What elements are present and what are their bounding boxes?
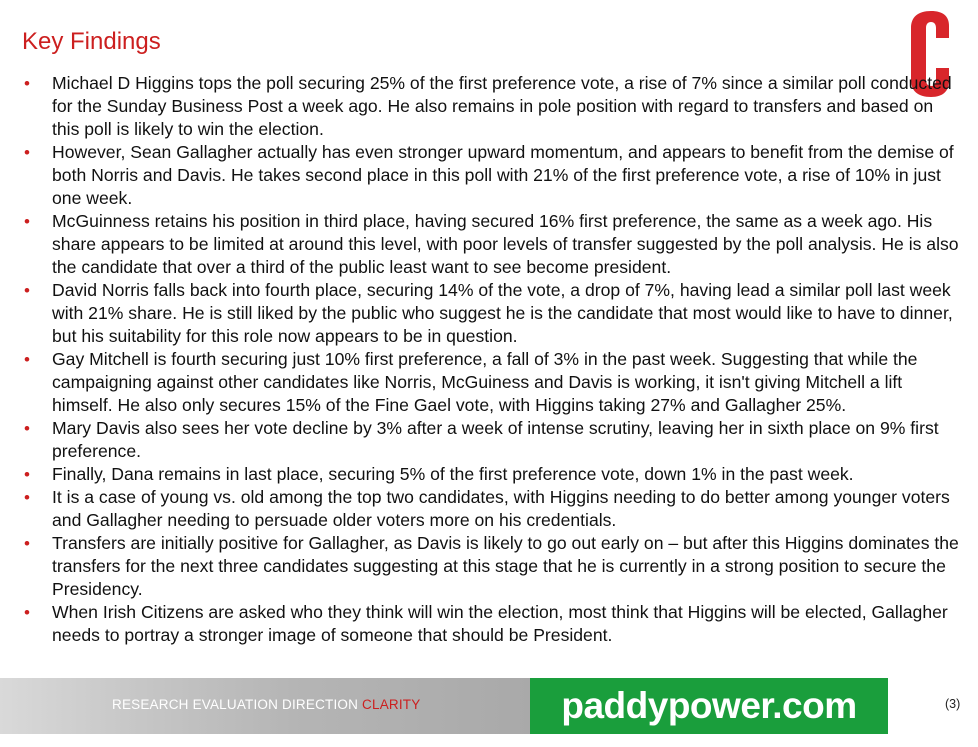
brand-logo: paddypower.com [530,678,888,734]
tagline-accent: CLARITY [362,697,421,712]
bullet-icon: • [24,143,30,162]
finding-item [22,279,962,348]
finding-item [22,72,962,141]
finding-text: However, Sean Gallagher actually has even stronger upward momentum, and appears to benefit from the demise of both Norris and Davis. He takes second place in this poll with 21% of the first preference vote, a rise of 10% in just one week. [52,142,954,208]
finding-item [22,417,962,463]
finding-item [22,486,962,532]
bullet-icon: • [24,212,30,231]
bullet-icon: • [24,419,30,438]
bullet-icon: • [24,350,30,369]
footer-tagline [112,697,420,712]
slide-title: Key Findings [22,28,161,55]
bullet-icon: • [24,488,30,507]
bullet-icon: • [24,281,30,300]
bullet-icon: • [24,534,30,553]
bullet-icon: • [24,603,30,622]
finding-item [22,532,962,601]
finding-item [22,348,962,417]
bullet-icon: • [24,465,30,484]
finding-item [22,210,962,279]
finding-text: Transfers are initially positive for Gallagher, as Davis is likely to go out early on – but after this Higgins dominates the transfers for the next three candidates suggesting at this stage that he is currently in a strong position to secure the Presidency. [52,533,959,599]
finding-text: David Norris falls back into fourth place, securing 14% of the vote, a drop of 7%, having lead a similar poll last week with 21% share. He is still liked by the public who suggest he is the candidate that most would like to have to dinner, but his suitability for this role now appears to be in question. [52,280,953,346]
footer [0,678,978,747]
finding-text: Michael D Higgins tops the poll securing 25% of the first preference vote, a rise of 7% since a similar poll conducted for the Sunday Business Post a week ago. He also remains in pole position with regard to transfers and based on this poll is likely to win the election. [52,73,952,139]
finding-item [22,141,962,210]
finding-text: Gay Mitchell is fourth securing just 10% first preference, a fall of 3% in the past week. Suggesting that while the campaigning against other candidates like Norris, McGuiness and Davis is working, it isn't giving Mitchell a lift himself. He also only secures 15% of the Fine Gael vote, with Higgins taking 27% and Gallagher 25%. [52,349,918,415]
finding-item [22,463,962,486]
page-number: (3) [945,697,961,711]
finding-item [22,601,962,647]
finding-text: McGuinness retains his position in third place, having secured 16% first preference, the same as a week ago. His share appears to be limited at around this level, with poor levels of transfer suggested by the poll analysis. He is also the candidate that over a third of the public least want to see become president. [52,211,959,277]
footer-band [0,678,530,734]
tagline-main: RESEARCH EVALUATION DIRECTION [112,697,363,712]
finding-text: When Irish Citizens are asked who they think will win the election, most think that Higgins will be elected, Gallagher needs to portray a stronger image of someone that should be President. [52,602,948,645]
finding-text: Mary Davis also sees her vote decline by 3% after a week of intense scrutiny, leaving her in sixth place on 9% first preference. [52,418,939,461]
bullet-icon: • [24,74,30,93]
finding-text: Finally, Dana remains in last place, securing 5% of the first preference vote, down 1% in the past week. [52,464,854,484]
finding-text: It is a case of young vs. old among the top two candidates, with Higgins needing to do better among younger voters and Gallagher needing to persuade older voters more on his credentials. [52,487,950,530]
findings-list [22,72,962,647]
